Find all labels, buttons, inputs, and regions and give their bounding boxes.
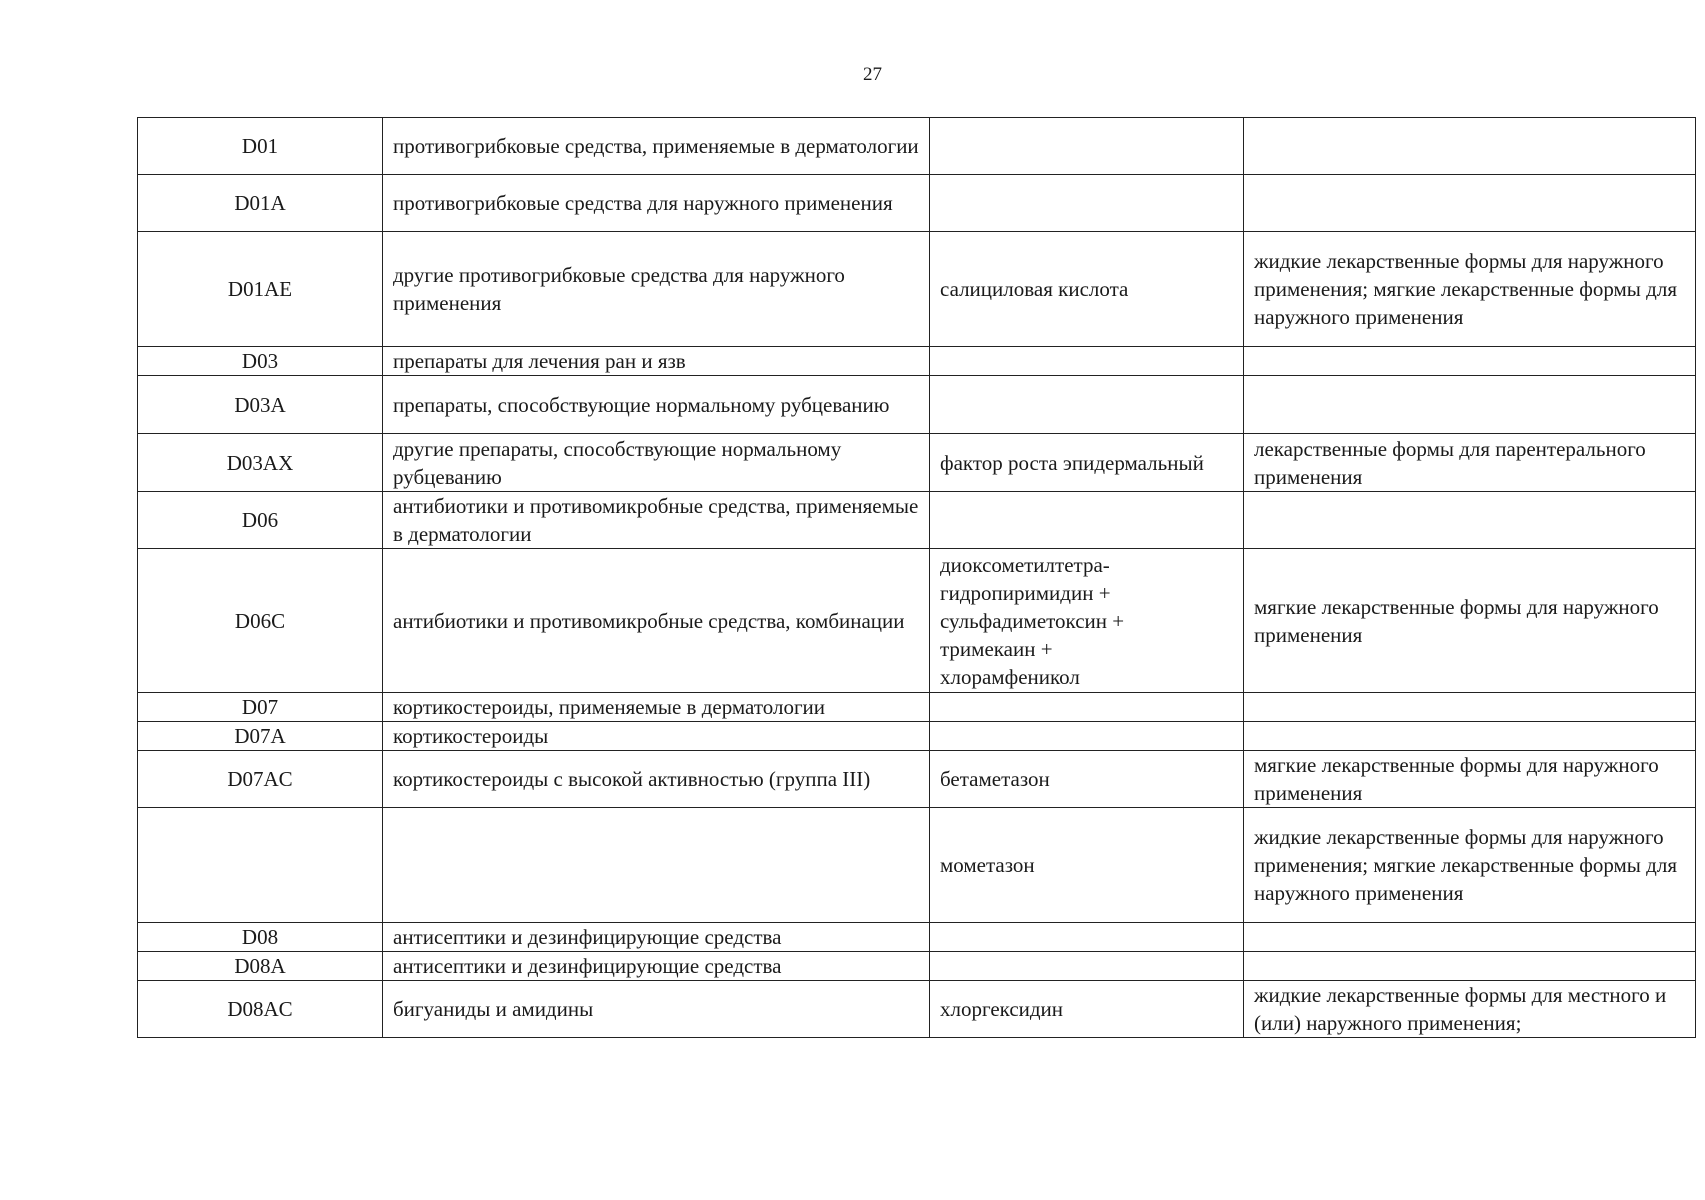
atc-code-cell: D01A: [138, 175, 383, 232]
dosage-form-cell: [1244, 923, 1696, 952]
dosage-form-cell: жидкие лекарственные формы для наружного применения; мягкие лекарственные формы для наружного применения: [1244, 232, 1696, 347]
page-number: 27: [863, 64, 882, 85]
group-description-cell: [383, 808, 930, 923]
group-description-cell: противогрибковые средства, применяемые в дерматологии: [383, 118, 930, 175]
drug-name-cell: [930, 175, 1244, 232]
group-description-cell: другие противогрибковые средства для наружного применения: [383, 232, 930, 347]
dosage-form-cell: жидкие лекарственные формы для местного и (или) наружного применения;: [1244, 981, 1696, 1038]
dosage-form-cell: мягкие лекарственные формы для наружного применения: [1244, 549, 1696, 693]
atc-code-cell: D03AX: [138, 434, 383, 492]
table-row: [138, 981, 1696, 1038]
drug-classification-table: [137, 117, 1696, 1038]
table-row: [138, 549, 1696, 693]
table-row: [138, 376, 1696, 434]
dosage-form-cell: лекарственные формы для парентерального применения: [1244, 434, 1696, 492]
table-row: [138, 952, 1696, 981]
table-row: [138, 347, 1696, 376]
group-description-cell: препараты, способствующие нормальному рубцеванию: [383, 376, 930, 434]
table-row: [138, 722, 1696, 751]
dosage-form-cell: [1244, 492, 1696, 549]
drug-name-cell: [930, 347, 1244, 376]
atc-code-cell: D07: [138, 693, 383, 722]
drug-name-cell: [930, 376, 1244, 434]
group-description-cell: бигуаниды и амидины: [383, 981, 930, 1038]
drug-name-cell: [930, 923, 1244, 952]
atc-code-cell: D06C: [138, 549, 383, 693]
atc-code-cell: D08A: [138, 952, 383, 981]
atc-code-cell: D07A: [138, 722, 383, 751]
dosage-form-cell: [1244, 722, 1696, 751]
atc-code-cell: [138, 808, 383, 923]
dosage-form-cell: [1244, 952, 1696, 981]
drug-name-cell: диоксометилтетра- гидропиримидин + сульфадиметоксин + тримекаин + хлорамфеникол: [930, 549, 1244, 693]
dosage-form-cell: [1244, 118, 1696, 175]
table-row: [138, 118, 1696, 175]
table-row: [138, 693, 1696, 722]
group-description-cell: кортикостероиды, применяемые в дерматологии: [383, 693, 930, 722]
drug-name-cell: [930, 952, 1244, 981]
drug-name-cell: [930, 492, 1244, 549]
table-row: [138, 434, 1696, 492]
table-row: [138, 923, 1696, 952]
drug-name-cell: [930, 722, 1244, 751]
table-row: [138, 492, 1696, 549]
dosage-form-cell: жидкие лекарственные формы для наружного применения; мягкие лекарственные формы для наружного применения: [1244, 808, 1696, 923]
dosage-form-cell: [1244, 175, 1696, 232]
dosage-form-cell: мягкие лекарственные формы для наружного применения: [1244, 751, 1696, 808]
drug-name-cell: бетаметазон: [930, 751, 1244, 808]
atc-code-cell: D03: [138, 347, 383, 376]
group-description-cell: препараты для лечения ран и язв: [383, 347, 930, 376]
table-row: [138, 751, 1696, 808]
atc-code-cell: D01AE: [138, 232, 383, 347]
group-description-cell: антибиотики и противомикробные средства, применяемые в дерматологии: [383, 492, 930, 549]
atc-code-cell: D06: [138, 492, 383, 549]
group-description-cell: кортикостероиды с высокой активностью (группа III): [383, 751, 930, 808]
table-body: [138, 118, 1696, 1038]
group-description-cell: антисептики и дезинфицирующие средства: [383, 952, 930, 981]
group-description-cell: противогрибковые средства для наружного применения: [383, 175, 930, 232]
atc-code-cell: D08AC: [138, 981, 383, 1038]
drug-name-cell: [930, 118, 1244, 175]
atc-code-cell: D07AC: [138, 751, 383, 808]
group-description-cell: антисептики и дезинфицирующие средства: [383, 923, 930, 952]
group-description-cell: другие препараты, способствующие нормальному рубцеванию: [383, 434, 930, 492]
atc-code-cell: D03A: [138, 376, 383, 434]
drug-name-cell: фактор роста эпидермальный: [930, 434, 1244, 492]
dosage-form-cell: [1244, 347, 1696, 376]
drug-name-cell: мометазон: [930, 808, 1244, 923]
drug-name-cell: [930, 693, 1244, 722]
drug-name-cell: салициловая кислота: [930, 232, 1244, 347]
table-row: [138, 808, 1696, 923]
drug-name-cell: хлоргексидин: [930, 981, 1244, 1038]
group-description-cell: кортикостероиды: [383, 722, 930, 751]
atc-code-cell: D08: [138, 923, 383, 952]
group-description-cell: антибиотики и противомикробные средства, комбинации: [383, 549, 930, 693]
table-row: [138, 232, 1696, 347]
dosage-form-cell: [1244, 376, 1696, 434]
dosage-form-cell: [1244, 693, 1696, 722]
table-row: [138, 175, 1696, 232]
atc-code-cell: D01: [138, 118, 383, 175]
